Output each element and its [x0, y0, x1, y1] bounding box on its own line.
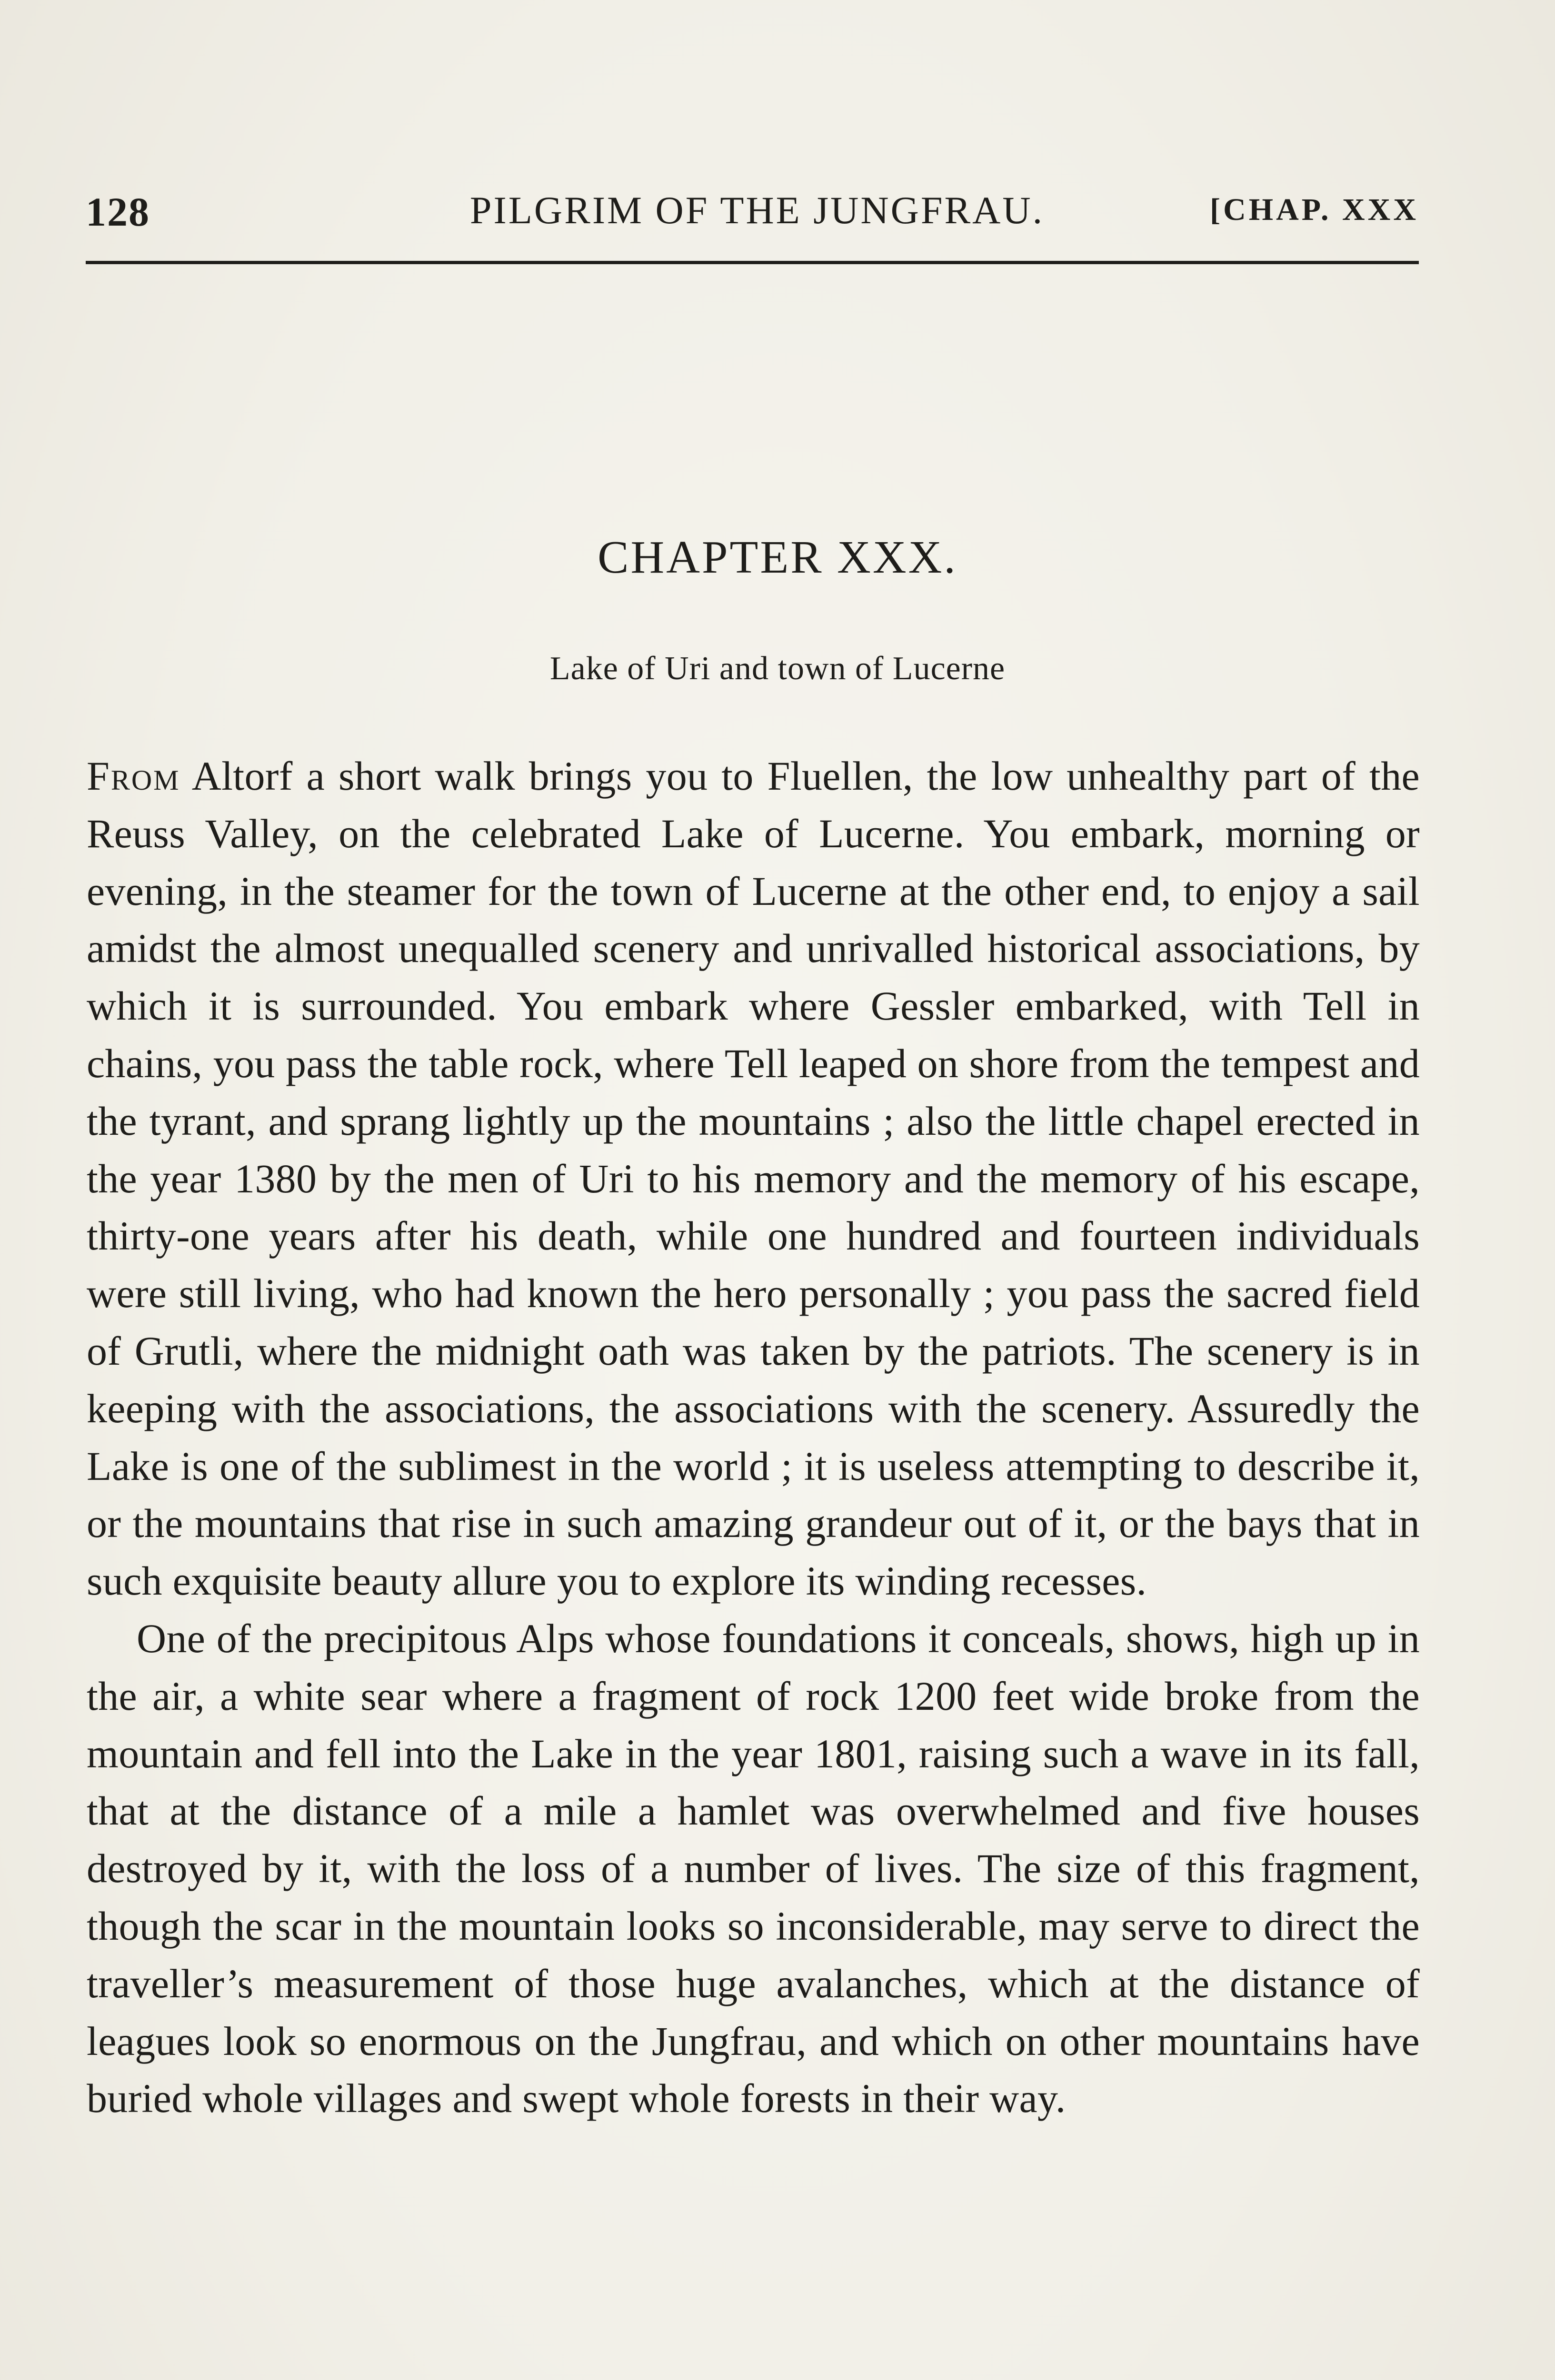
running-chapter: [CHAP. XXX — [1210, 192, 1419, 227]
paragraph-1-text: Altorf a short walk brings you to Fluellen, the low unhealthy part of the Reuss Valley, on the celebrated Lake of Lucerne. You embark, morning or evening, in the steamer for the town of Lucerne at the other end, to enjoy a sail amidst the almost unequalled scenery and unrivalled historical associations, by which it is surrounded. You embark where Gessler embarked, with Tell in chains, you pass the table rock, where Tell leaped on shore from the tempest and the tyrant, and sprang lightly up the mountains ; also the little chapel erected in the year 1380 by the men of Uri to his memory and the memory of his escape, thirty-one years after his death, while one hundred and fourteen individuals were still living, who had known the hero personally ; you pass the sacred field of Grutli, where the midnight oath was taken by the patriots. The scenery is in keeping with the associations, the associations with the scenery. Assuredly the Lake is one of the sublimest in the world ; it is useless attempting to describe it, or the mountains that rise in such amazing grandeur out of it, or the bays that in such exquisite beauty allure you to explore its winding recesses. — [87, 753, 1420, 1604]
paragraph-1 — [87, 747, 1420, 1610]
lead-word: From — [87, 753, 180, 799]
running-header — [86, 188, 1419, 245]
page-number: 128 — [86, 189, 150, 235]
paragraph-2: One of the precipitous Alps whose foundations it conceals, shows, high up in the air, a white sear where a fragment of rock 1200 feet wide broke from the mountain and fell into the Lake in the year 1801, raising such a wave in its fall, that at the distance of a mile a hamlet was overwhelmed and five houses destroyed by it, with the loss of a number of lives. The size of this fragment, though the scar in the mountain looks so inconsiderable, may serve to direct the traveller’s measurement of those huge avalanches, which at the distance of leagues look so enormous on the Jungfrau, and which on other mountains have buried whole villages and swept whole forests in their way. — [87, 1615, 1420, 2122]
header-rule — [86, 261, 1419, 264]
chapter-title: CHAPTER XXX. — [598, 532, 957, 583]
chapter-subtitle: Lake of Uri and town of Lucerne — [549, 650, 1006, 687]
running-title: PILGRIM OF THE JUNGFRAU. — [469, 188, 1045, 232]
body-text — [87, 747, 1420, 2127]
